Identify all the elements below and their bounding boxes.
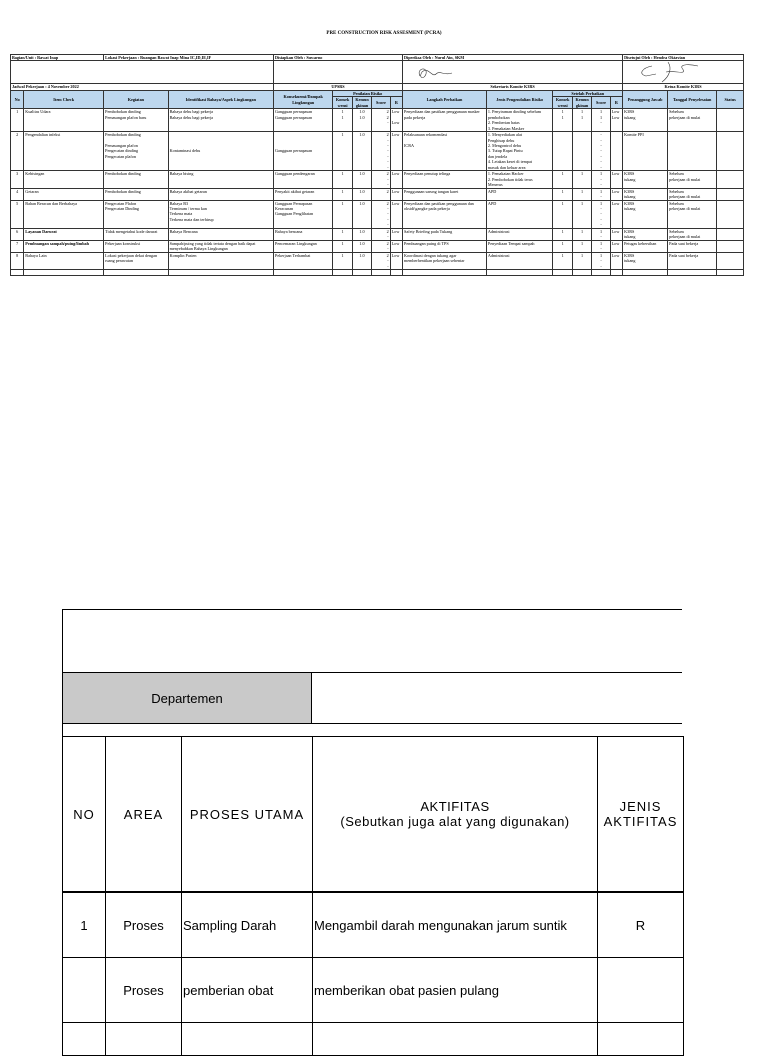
row-tanggal: Sebelum pekerjaan di mulai <box>668 228 717 240</box>
row-no: 3 <box>11 171 24 188</box>
row-area <box>106 1023 182 1056</box>
col-kegiatan: Kegiatan <box>104 90 168 108</box>
row-penanggung: K3RS tukang <box>623 109 668 132</box>
activity-sheet <box>62 609 682 1056</box>
document-title: PRE CONSTRUCTION RISK ASSESMENT (PCRA) <box>326 31 442 36</box>
row-no: 4 <box>11 188 24 200</box>
row-konsekuensi: Gangguan Pernapasan Keracunan Gangguan Penglihatan <box>274 200 333 228</box>
row-score: 2 - <box>372 228 390 240</box>
row-konsekuensi: Penyakit akibat getaran <box>274 188 333 200</box>
row-status <box>717 228 744 240</box>
col-identifikasi: Identifikasi Bahaya/Aspek Lingkungan <box>168 90 273 108</box>
col-jenis: Jenis Pengendalian Risiko <box>486 90 553 108</box>
row-item: Bahan Beracun dan Berbahaya <box>24 200 104 228</box>
row-konsekwensi: 1 <box>333 132 352 171</box>
row-kemungkinan: 1.0 <box>352 132 371 171</box>
row-kegiatan: Pembobokan dinding <box>104 171 168 188</box>
row-no: 1 <box>11 109 24 132</box>
row-kemungkinan: 1.0 1.0 <box>352 109 371 132</box>
row-risk: Low <box>390 228 402 240</box>
sheet-top-space <box>62 609 682 672</box>
row-status <box>717 240 744 252</box>
row-no <box>63 1023 106 1056</box>
row-risk: Low Low <box>390 109 402 132</box>
row-identifikasi: Bahaya B3 Terminum / terma kan Terkena mata Terkena mata dan terhirup <box>168 200 273 228</box>
row-kemungkinan: 1.0 <box>352 188 371 200</box>
row-jenis: 1. Menyediakan alat Penghisap debu 2. Mengontrol debu 3. Tutup Rapat Pintu dan jendela 4. Letakan keset di tempat masuk dan keluar area <box>486 132 553 171</box>
row-langkah: Penyediaan dan pastikan penggunaan masker pada pekerja <box>403 109 487 132</box>
row-konsekuensi: Bahaya bencana <box>274 228 333 240</box>
row-identifikasi: Bahaya Bencana <box>168 228 273 240</box>
checked-by: Diperiksa Oleh : Nurul Ain, SKM <box>403 55 623 61</box>
row-konsekwensi-after: 1 <box>553 252 572 269</box>
header-jenis-line1: JENIS <box>619 799 662 814</box>
approved-by: Disetujui Oleh : Hendra Oktavian <box>623 55 744 61</box>
col-langkah: Langkah Perbaikan <box>403 90 487 108</box>
department-row <box>62 672 682 724</box>
row-tanggal <box>668 132 717 171</box>
row-jenis: APD <box>486 200 553 228</box>
row-kemungkinan: 1.0 <box>352 228 371 240</box>
row-konsekwensi-after: 1 <box>553 200 572 228</box>
row-score-after: 1 - <box>592 240 610 252</box>
schedule: Jadwal Pekerjaan : 4 November 2022 <box>11 84 274 90</box>
row-no: 7 <box>11 240 24 252</box>
unit-info: Bagian/Unit : Rawat Inap <box>11 55 104 61</box>
row-identifikasi: Bahaya akibat getaran <box>168 188 273 200</box>
row-kemungkinan-after: 1 <box>572 228 591 240</box>
row-kemungkinan: 1.0 <box>352 252 371 269</box>
row-risk: Low <box>390 240 402 252</box>
header-jenis <box>598 737 684 893</box>
pcra-row <box>11 252 744 269</box>
row-no: 5 <box>11 200 24 228</box>
col-konsek: Konsek wensi <box>333 97 352 109</box>
row-item: Getaran <box>24 188 104 200</box>
col-status: Status <box>717 90 744 108</box>
col-r-after: R <box>610 97 622 109</box>
row-konsekuensi: Gangguan pernapasan <box>274 132 333 171</box>
row-no <box>63 958 106 1023</box>
pcra-row <box>11 132 744 171</box>
row-penanggung: K3RS tukang <box>623 188 668 200</box>
row-identifikasi: Sampah/puing yang tidak tertata dengan baik dapat menyebabkan Bahaya Lingkungan <box>168 240 273 252</box>
col-no: No <box>11 90 24 108</box>
row-jenis: Penyediaan Tempat sampah <box>486 240 553 252</box>
pcra-row <box>11 188 744 200</box>
row-no: 8 <box>11 252 24 269</box>
pcra-row <box>11 200 744 228</box>
row-konsekwensi: 1 <box>333 188 352 200</box>
row-risk-after: Low <box>610 188 622 200</box>
row-risk: Low <box>390 252 402 269</box>
department-label: Departemen <box>63 673 312 723</box>
col-penilaian: Penilaian Risiko <box>333 90 403 96</box>
row-score: 2 - - <box>372 171 390 188</box>
row-kegiatan: Pembobokan dinding <box>104 188 168 200</box>
row-kemungkinan-after: 1 1 <box>572 109 591 132</box>
row-kemungkinan-after: 1 <box>572 188 591 200</box>
col-item: Item Check <box>24 90 104 108</box>
row-risk: Low <box>390 200 402 228</box>
prepared-by: Disiapkan Oleh : Suwarno <box>274 55 403 61</box>
row-score: 2 - <box>372 240 390 252</box>
pcra-row <box>11 240 744 252</box>
row-konsekwensi-after: 1 <box>553 240 572 252</box>
row-kemungkinan: 1.0 <box>352 171 371 188</box>
row-status <box>717 252 744 269</box>
row-kemungkinan: 1.0 <box>352 240 371 252</box>
row-konsekwensi-after: 1 <box>553 171 572 188</box>
row-konsekwensi: 1 <box>333 252 352 269</box>
col-score-after: Score <box>592 97 610 109</box>
row-score: 2 2 - <box>372 109 390 132</box>
row-status <box>717 109 744 132</box>
row-proses <box>182 1023 313 1056</box>
col-konsekuensi: Konsekuensi/Dampak Lingkungan <box>274 90 333 108</box>
header-proses: PROSES UTAMA <box>182 737 313 893</box>
row-identifikasi: Bahaya debu bagi pekerja Bahaya debu bagi pekerja <box>168 109 273 132</box>
row-langkah: Koordinasi dengan tukang agar memberhentikan pekerjaan sebentar <box>403 252 487 269</box>
col-penanggung: Penanggung Jawab <box>623 90 668 108</box>
row-no: 6 <box>11 228 24 240</box>
row-kegiatan: Lokasi pekerjaan dekat dengan ruang perawatan <box>104 252 168 269</box>
row-konsekwensi-after: 1 <box>553 188 572 200</box>
row-jenis <box>598 1023 684 1056</box>
row-penanggung: K3RS tukang <box>623 252 668 269</box>
signature-secretary <box>414 64 454 89</box>
col-kemung-after: Kemun gkinan <box>572 97 591 109</box>
header-aktifitas <box>313 737 598 893</box>
header-aktifitas-note: (Sebutkan juga alat yang digunakan) <box>340 814 570 829</box>
row-jenis: Administrasi <box>486 228 553 240</box>
row-jenis: 1. Penyiraman dinding sebelum pembobokan 2. Pemberian batas 3. Pemakaian Masker <box>486 109 553 132</box>
row-langkah: Penyediaan penutup telinga <box>403 171 487 188</box>
row-kegiatan: Tidak mengetahui kode darurat <box>104 228 168 240</box>
pcra-row <box>11 171 744 188</box>
header-aktifitas-title: AKTIFITAS <box>420 799 490 814</box>
department-value <box>312 673 682 723</box>
row-jenis: 1. Pemakaian Hacker 2. Pembobokan tidak terus Menerus <box>486 171 553 188</box>
row-score-after: 1 - - - - <box>592 200 610 228</box>
header-area: AREA <box>106 737 182 893</box>
row-status <box>717 132 744 171</box>
row-status <box>717 188 744 200</box>
row-status <box>717 200 744 228</box>
row-langkah: Pelaksanaan rekomendasi ICRA <box>403 132 487 171</box>
row-penanggung: K3RS tukang <box>623 200 668 228</box>
row-jenis: APD <box>486 188 553 200</box>
row-penanggung: Komite PPI <box>623 132 668 171</box>
row-konsekwensi: 1 1 <box>333 109 352 132</box>
row-kegiatan: Pengecatan Plafon Pengecatan Dinding <box>104 200 168 228</box>
row-penanggung: Petugas kebersihan <box>623 240 668 252</box>
row-score-after: - - - - - - - <box>592 132 610 171</box>
row-konsekuensi: Pencemaran Lingkungan <box>274 240 333 252</box>
signer-secretary: Sekretaris Komite K3RS <box>403 84 623 90</box>
row-aktifitas: memberikan obat pasien pulang <box>313 958 598 1023</box>
row-no: 1 <box>63 892 106 958</box>
row-tanggal: Sebelum pekerjaan di mulai <box>668 171 717 188</box>
row-konsekwensi-after <box>553 132 572 171</box>
row-konsekwensi: 1 <box>333 171 352 188</box>
row-aktifitas: Mengambil darah mengunakan jarum suntik <box>313 892 598 958</box>
pcra-row <box>11 109 744 132</box>
col-score: Score <box>372 97 390 109</box>
row-item: Pengendalian infeksi <box>24 132 104 171</box>
col-r: R <box>390 97 402 109</box>
col-setelah: Setelah Perbaikan <box>553 90 623 96</box>
col-konsek-after: Konsek wensi <box>553 97 572 109</box>
signature-chair <box>632 60 712 89</box>
row-risk-after: Low <box>610 200 622 228</box>
row-risk-after <box>610 132 622 171</box>
row-score: 2 - - - - <box>372 200 390 228</box>
row-score-after: 1 - <box>592 228 610 240</box>
location-info: Lokasi Pekerjaan : Ruangan Rawat Inap Mina IC,ID,IE,IF <box>104 55 274 61</box>
row-jenis <box>598 958 684 1023</box>
signer-upsrs: UPSRS <box>274 84 403 90</box>
row-score: 2 <box>372 188 390 200</box>
row-konsekwensi: 1 <box>333 200 352 228</box>
pcra-row-empty <box>11 269 744 275</box>
row-risk-after: Low <box>610 252 622 269</box>
row-kemungkinan-after: 1 <box>572 252 591 269</box>
row-kemungkinan-after: 1 <box>572 240 591 252</box>
row-area: Proses <box>106 892 182 958</box>
row-risk-after: Low <box>610 228 622 240</box>
signer-chair: Ketua Komite K3RS <box>623 84 744 90</box>
row-tanggal: Sebelum pekerjaan di mulai <box>668 188 717 200</box>
row-status <box>717 171 744 188</box>
row-proses: pemberian obat <box>182 958 313 1023</box>
row-score: 2 - - <box>372 252 390 269</box>
row-item: Bahaya Lain <box>24 252 104 269</box>
row-jenis: Administrasi <box>486 252 553 269</box>
row-risk: Low <box>390 171 402 188</box>
row-konsekuensi: Gangguan pernapasan Gangguan pernapasan <box>274 109 333 132</box>
header-jenis-line2: AKTIFITAS <box>603 814 678 829</box>
col-tanggal: Tanggal Penyelesaian <box>668 90 717 108</box>
row-kemungkinan-after: 1 <box>572 200 591 228</box>
row-area: Proses <box>106 958 182 1023</box>
row-score-after: 1 - - <box>592 252 610 269</box>
activity-table <box>62 736 684 1056</box>
row-kegiatan: Pekerjaan konstruksi <box>104 240 168 252</box>
row-langkah: Pembuangan puing di TPS <box>403 240 487 252</box>
row-risk-after: Low <box>610 171 622 188</box>
row-risk: Low <box>390 188 402 200</box>
row-kemungkinan-after: 1 <box>572 171 591 188</box>
row-jenis: R <box>598 892 684 958</box>
row-langkah: Penggunaan sarung tangan karet <box>403 188 487 200</box>
row-konsekwensi-after: 1 1 <box>553 109 572 132</box>
row-penanggung: K3RS tukang <box>623 171 668 188</box>
row-identifikasi: Komplin Pasien <box>168 252 273 269</box>
row-langkah: Penyediaan dan pastikan penggunaan dan oksidi\gangke pada pekerja <box>403 200 487 228</box>
row-score-after: 1 1 - <box>592 109 610 132</box>
row-kemungkinan-after <box>572 132 591 171</box>
row-no: 2 <box>11 132 24 171</box>
row-kegiatan: Pembobokan dinding Pemasangan plafon Pengecatan dinding Pengecatan plafon <box>104 132 168 171</box>
row-penanggung: K3RS tukang <box>623 228 668 240</box>
row-risk-after: Low Low <box>610 109 622 132</box>
row-item: Pembuangan sampah/puing/limbah <box>24 240 104 252</box>
col-kemung: Kemun gkinan <box>352 97 371 109</box>
row-item: Kebisingan <box>24 171 104 188</box>
row-score-after: 1 - - <box>592 171 610 188</box>
row-score-after: 1 - <box>592 188 610 200</box>
row-tanggal: Sebelum pekerjaan di mulai <box>668 200 717 228</box>
row-langkah: Safety Briefing pada Tukang <box>403 228 487 240</box>
row-score: 2 - - - - - - <box>372 132 390 171</box>
row-konsekwensi: 1 <box>333 240 352 252</box>
row-tanggal: Pada saat bekerja <box>668 252 717 269</box>
row-konsekuensi: Pekerjaan Terhambat <box>274 252 333 269</box>
row-kemungkinan: 1.0 <box>352 200 371 228</box>
row-tanggal: Pada saat bekerja <box>668 240 717 252</box>
row-konsekwensi-after: 1 <box>553 228 572 240</box>
row-aktifitas <box>313 1023 598 1056</box>
row-item: Kualitas Udara <box>24 109 104 132</box>
row-proses: Sampling Darah <box>182 892 313 958</box>
row-risk: Low <box>390 132 402 171</box>
row-tanggal: Sebelum pekerjaan di mulai <box>668 109 717 132</box>
row-konsekwensi: 1 <box>333 228 352 240</box>
row-kegiatan: Pembobokan dinding Pemasangan plafon baru <box>104 109 168 132</box>
pcra-row <box>11 228 744 240</box>
row-item: Layanan Darurat <box>24 228 104 240</box>
row-konsekuensi: Gangguan pendengaran <box>274 171 333 188</box>
row-identifikasi: Bahaya bising <box>168 171 273 188</box>
row-risk-after: Low <box>610 240 622 252</box>
row-identifikasi: Kontaminasi debu <box>168 132 273 171</box>
header-no: NO <box>63 737 106 893</box>
